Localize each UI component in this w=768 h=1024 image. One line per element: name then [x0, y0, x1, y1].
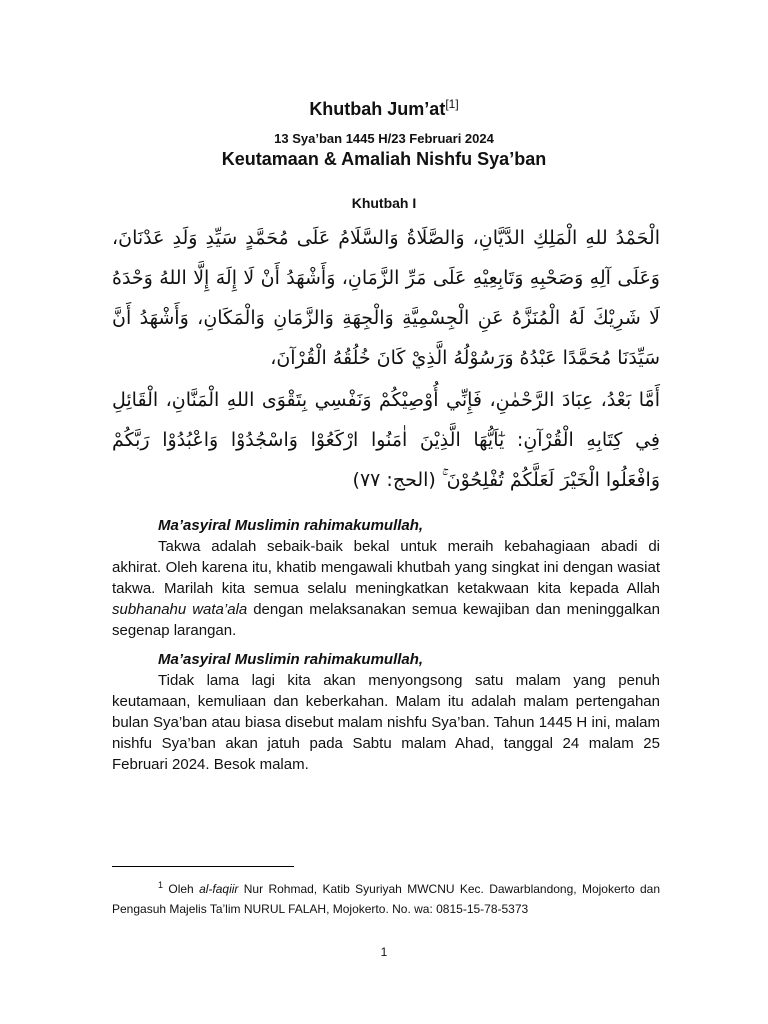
- footnote-text: Oleh: [163, 882, 200, 896]
- footnote-number: 1: [158, 880, 164, 890]
- document-title: [0, 97, 768, 120]
- title-text: Khutbah Jum’at: [309, 99, 446, 119]
- footnote: [112, 875, 660, 919]
- arabic-opening-paragraph: الْحَمْدُ للهِ الْمَلِكِ الدَّيَّانِ، وَالصَّلَاةُ وَالسَّلَامُ عَلَى مُحَمَّدٍ سَيِّدِ وَلَدِ عَدْنَانَ، وَعَلَى آلِهِ وَصَحْبِهِ وَتَابِعِيْهِ عَلَى مَرِّ الزَّمَانِ، وَأَشْهَدُ أَنْ لَا إِلَهَ إِلَّا اللهُ وَحْدَهُ لَا شَرِيْكَ لَهُ الْمُنَزَّهُ عَنِ الْجِسْمِيَّةِ وَالْجِهَةِ وَالزَّمَانِ وَالْمَكَانِ، وَأَشْهَدُ أَنَّ سَيِّدَنَا مُحَمَّدًا عَبْدُهُ وَرَسُوْلُهُ الَّذِيْ كَانَ خُلُقُهُ الْقُرْآنَ،: [112, 227, 660, 369]
- section-heading: Khutbah I: [351, 195, 417, 211]
- sermon-paragraph: [112, 536, 660, 641]
- footnote-reference[interactable]: [1]: [445, 97, 459, 111]
- paragraph-text: Takwa adalah sebaik-baik bekal untuk meraih kebahagiaan abadi di akhirat. Oleh karena itu, khatib mengawali khutbah yang singkat ini dengan wasiat takwa. Marilah kita semua selalu meningkatkan ketakwaan kita kepada Allah: [112, 538, 660, 597]
- document-subtitle: Keutamaan & Amaliah Nishfu Sya’ban: [221, 149, 547, 169]
- paragraph-text: dengan melaksanakan semua kewajiban dan meninggalkan segenap larangan.: [112, 601, 660, 639]
- italic-phrase: subhanahu wata’ala: [112, 601, 248, 618]
- page-number: 1: [380, 945, 388, 959]
- document-date: 13 Sya’ban 1445 H/23 Februari 2024: [274, 131, 494, 146]
- salutation-heading: Ma’asyiral Muslimin rahimakumullah,: [158, 651, 424, 668]
- sermon-paragraph: Tidak lama lagi kita akan menyongsong satu malam yang penuh keutamaan, kemuliaan dan keberkahan. Malam itu adalah malam pertengahan bulan Sya’ban atau biasa disebut malam nishfu Sya’ban. Tahun 1445 H ini, malam nishfu Sya’ban akan jatuh pada Sabtu malam Ahad, tanggal 24 malam 25 Februari 2024. Besok malam.: [112, 672, 660, 773]
- footnote-text: Nur Rohmad, Katib Syuriyah MWCNU Kec. Dawarblandong, Mojokerto dan Pengasuh Majelis Ta’lim NURUL FALAH, Mojokerto. No. wa: 0815-15-78-5373: [112, 882, 661, 916]
- footnote-divider: [112, 866, 294, 867]
- salutation-heading: Ma’asyiral Muslimin rahimakumullah,: [158, 517, 424, 534]
- sermon-block-1: [112, 515, 660, 641]
- arabic-quran-paragraph: أَمَّا بَعْدُ، عِبَادَ الرَّحْمٰنِ، فَإِنِّي أُوْصِيْكُمْ وَنَفْسِي بِتَقْوَى اللهِ الْمَنَّانِ، الْقَائِلِ فِي كِتَابِهِ الْقُرْآنِ: يٰٓاَيُّهَا الَّذِيْنَ اٰمَنُوا ارْكَعُوْا وَاسْجُدُوْا وَاعْبُدُوْا رَبَّكُمْ وَافْعَلُوا الْخَيْرَ لَعَلَّكُمْ تُفْلِحُوْنَ ۚ (الحج: ٧٧): [112, 389, 660, 491]
- sermon-block-2: [112, 649, 660, 775]
- footnote-italic: al-faqiir: [199, 882, 239, 896]
